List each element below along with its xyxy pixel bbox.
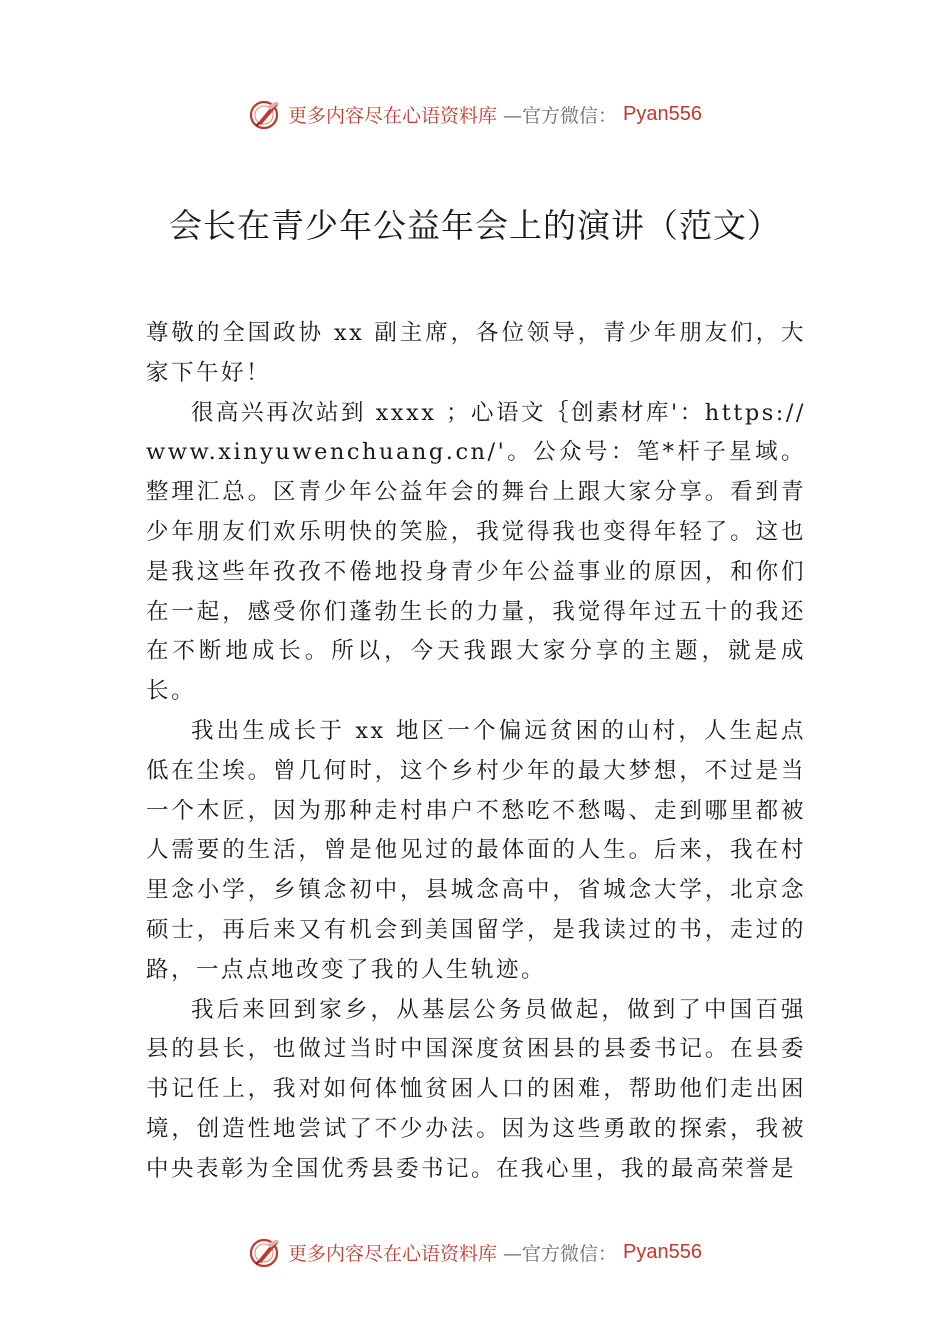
header-banner (0, 94, 950, 134)
paragraph-greeting: 尊敬的全国政协 xx 副主席，各位领导，青少年朋友们，大家下午好！ (146, 320, 806, 386)
quill-logo-icon (248, 97, 282, 131)
quill-logo-icon (248, 1235, 282, 1269)
paragraph-opening: 很高兴再次站到 xxxx ；心语文｛创素材库'：https://www.xinyuwenchuang.cn/'。公众号：笔*杆子星域。整理汇总。区青少年公益年会的舞台上跟大家分享。看到青少年朋友们欢乐明快的笑脸，我觉得我也变得年轻了。这也是我这些年孜孜不倦地投身青少年公益事业的原因，和你们在一起，感受你们蓬勃生长的力量，我觉得年过五十的我还在不断地成长。所以，今天我跟大家分享的主题，就是成长。 (146, 399, 807, 705)
banner-promo-text: 更多内容尽在心语资料库 (288, 1242, 498, 1265)
banner-wechat-label: —官方微信： (503, 104, 618, 127)
paragraph-career: 我后来回到家乡，从基层公务员做起，做到了中国百强县的县长，也做过当时中国深度贫困县的县委书记。在县委书记任上，我对如何体恤贫困人口的困难，帮助他们走出困境，创造性地尝试了不少办法。因为这些勇敢的探索，我被中央表彰为全国优秀县委书记。在我心里，我的最高荣誉是 (146, 996, 806, 1182)
banner-wechat-label: —官方微信： (503, 1242, 618, 1265)
banner-promo-text: 更多内容尽在心语资料库 (288, 104, 498, 127)
document-body (146, 314, 806, 1190)
footer-banner (0, 1232, 950, 1272)
banner-wechat-id: Pyan556 (623, 102, 702, 125)
paragraph-childhood: 我出生成长于 xx 地区一个偏远贫困的山村，人生起点低在尘埃。曾几何时，这个乡村少年的最大梦想，不过是当一个木匠，因为那种走村串户不愁吃不愁喝、走到哪里都被人需要的生活，曾是他见过的最体面的人生。后来，我在村里念小学，乡镇念初中，县城念高中，省城念大学，北京念硕士，再后来又有机会到美国留学，是我读过的书，走过的路，一点点地改变了我的人生轨迹。 (146, 717, 806, 983)
document-title: 会长在青少年公益年会上的演讲（范文） (169, 206, 781, 245)
banner-wechat-id: Pyan556 (623, 1240, 702, 1263)
